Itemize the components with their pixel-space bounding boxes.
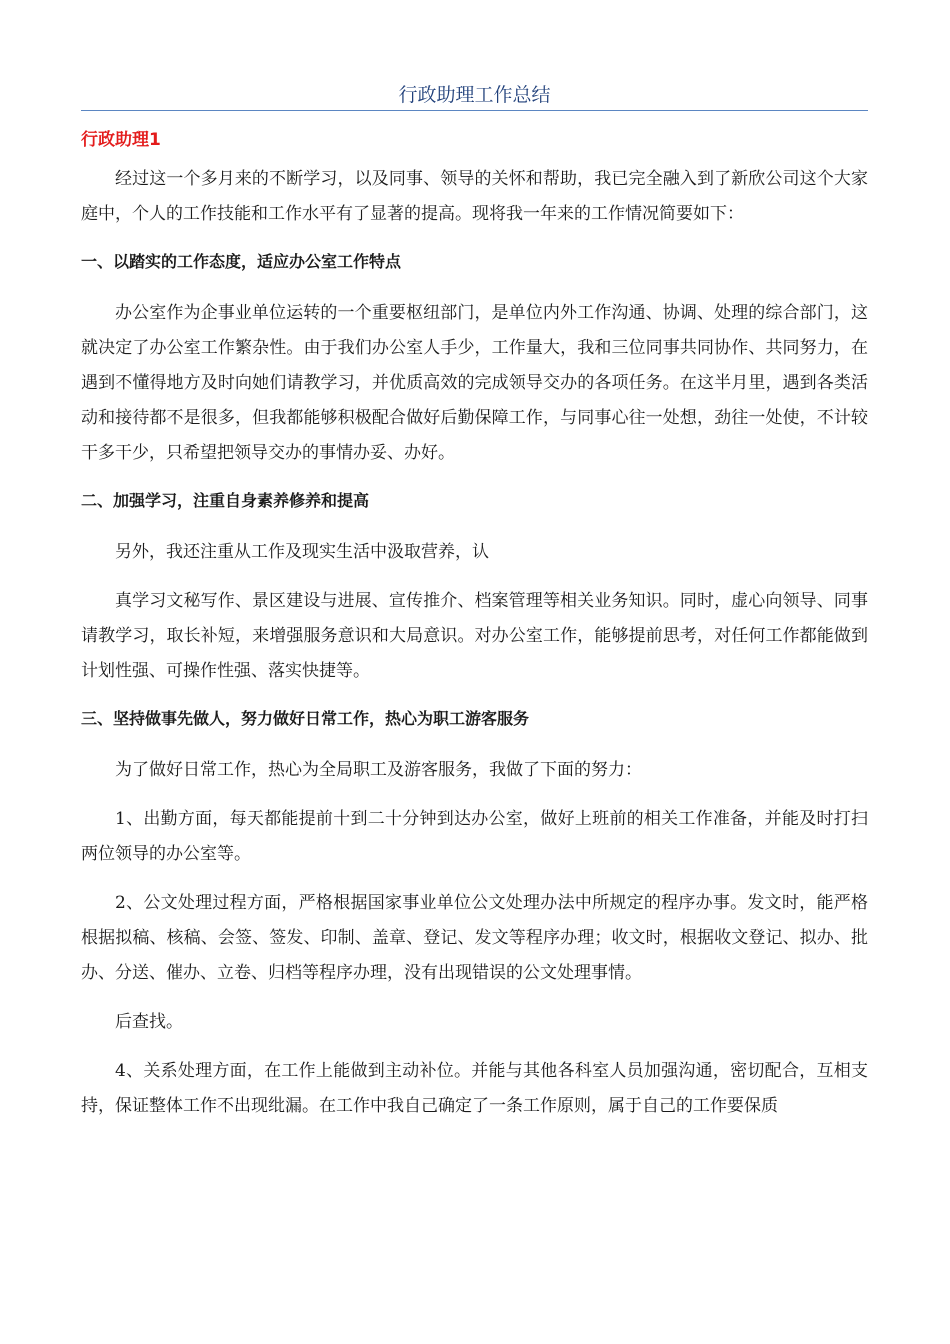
- section-2-paragraph-1: 另外，我还注重从工作及现实生活中汲取营养，认: [115, 542, 489, 562]
- document-body: [81, 128, 868, 1124]
- section-3-item-4: 4、关系处理方面，在工作上能做到主动补位。并能与其他各科室人员加强沟通，密切配合，互相支持，保证整体工作不出现纰漏。在工作中我自己确定了一条工作原则，属于自己的工作要保质: [81, 1061, 868, 1116]
- section-1-heading: 一、以踏实的工作态度，适应办公室工作特点: [81, 252, 402, 271]
- section-3-paragraph-1: 为了做好日常工作，热心为全局职工及游客服务，我做了下面的努力：: [115, 760, 642, 780]
- intro-paragraph: 经过这一个多月来的不断学习，以及同事、领导的关怀和帮助，我已完全融入到了新欣公司这个大家庭中，个人的工作技能和工作水平有了显著的提高。现将我一年来的工作情况简要如下：: [81, 169, 868, 224]
- page-header: [81, 80, 868, 111]
- section-3-heading: 三、坚持做事先做人，努力做好日常工作，热心为职工游客服务: [81, 709, 530, 728]
- section-2-heading: 二、加强学习，注重自身素养修养和提高: [81, 491, 370, 510]
- section-3-item-2: 2、公文处理过程方面，严格根据国家事业单位公文处理办法中所规定的程序办事。发文时，能严格根据拟稿、核稿、会签、签发、印制、盖章、登记、发文等程序办理；收文时，根据收文登记、拟办、批办、分送、催办、立卷、归档等程序办理，没有出现错误的公文处理事情。: [81, 893, 868, 983]
- page-title: 行政助理工作总结: [398, 84, 551, 106]
- section-1-paragraph: 办公室作为企事业单位运转的一个重要枢纽部门，是单位内外工作沟通、协调、处理的综合部门，这就决定了办公室工作繁杂性。由于我们办公室人手少，工作量大，我和三位同事共同协作、共同努力，在遇到不懂得地方及时向她们请教学习，并优质高效的完成领导交办的各项任务。在这半月里，遇到各类活动和接待都不是很多，但我都能够积极配合做好后勤保障工作，与同事心往一处想，劲往一处使，不计较干多干少，只希望把领导交办的事情办妥、办好。: [81, 303, 868, 463]
- document-subtitle: 行政助理1: [81, 130, 161, 150]
- section-2-paragraph-2: 真学习文秘写作、景区建设与进展、宣传推介、档案管理等相关业务知识。同时，虚心向领导、同事请教学习，取长补短，来增强服务意识和大局意识。对办公室工作，能够提前思考，对任何工作都能做到计划性强、可操作性强、落实快捷等。: [81, 591, 868, 681]
- section-3-fragment: 后查找。: [115, 1012, 183, 1032]
- section-3-item-1: 1、出勤方面，每天都能提前十到二十分钟到达办公室，做好上班前的相关工作准备，并能及时打扫两位领导的办公室等。: [81, 809, 868, 864]
